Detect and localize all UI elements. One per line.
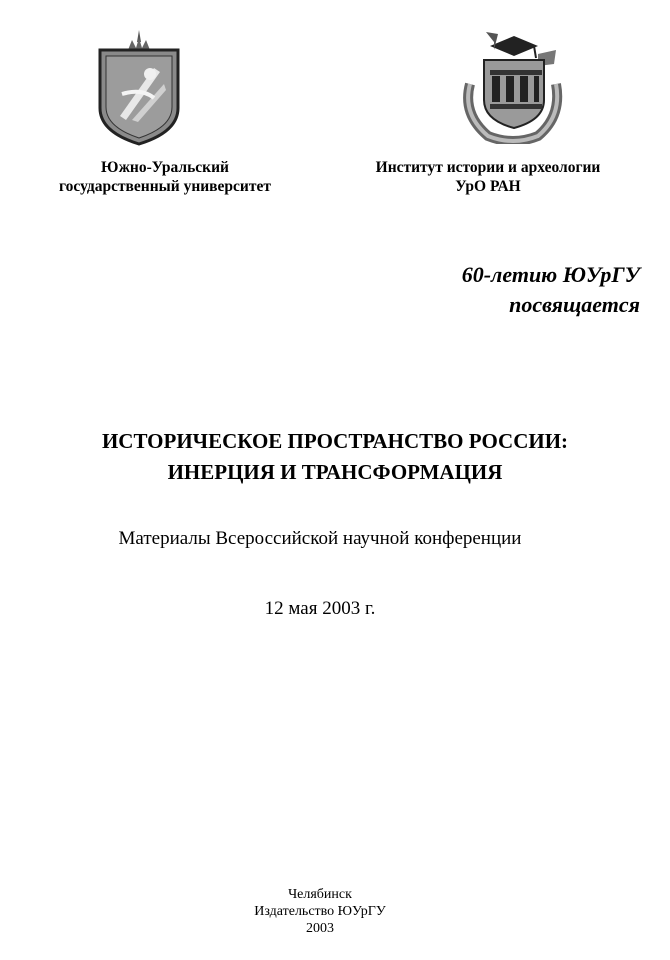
organization-right — [332, 158, 644, 196]
imprint-year: 2003 — [306, 921, 334, 936]
title-line2: ИНЕРЦИЯ И ТРАНСФОРМАЦИЯ — [167, 460, 503, 484]
organization-right-line1: Институт истории и археологии — [375, 159, 601, 176]
imprint-city: Челябинск — [288, 887, 352, 902]
imprint-publisher: Издательство ЮУрГУ — [254, 904, 386, 919]
dedication-line1: 60-летию ЮУрГУ — [461, 262, 640, 287]
page-title — [0, 426, 670, 488]
dedication-line2: посвящается — [509, 292, 640, 317]
institute-emblem-icon — [458, 24, 568, 144]
subtitle: Материалы Всероссийской научной конференции — [118, 528, 522, 549]
title-line1: ИСТОРИЧЕСКОЕ ПРОСТРАНСТВО РОССИИ: — [101, 429, 569, 453]
conference-date: 12 мая 2003 г. — [264, 598, 376, 619]
organization-left-line1: Южно-Уральский — [101, 159, 229, 176]
organization-right-line2: УрО РАН — [455, 178, 521, 195]
organization-left-line2: государственный университет — [59, 178, 271, 195]
dedication — [462, 260, 640, 320]
imprint — [0, 886, 640, 937]
susu-emblem-icon — [92, 28, 186, 146]
organization-left — [10, 158, 320, 196]
